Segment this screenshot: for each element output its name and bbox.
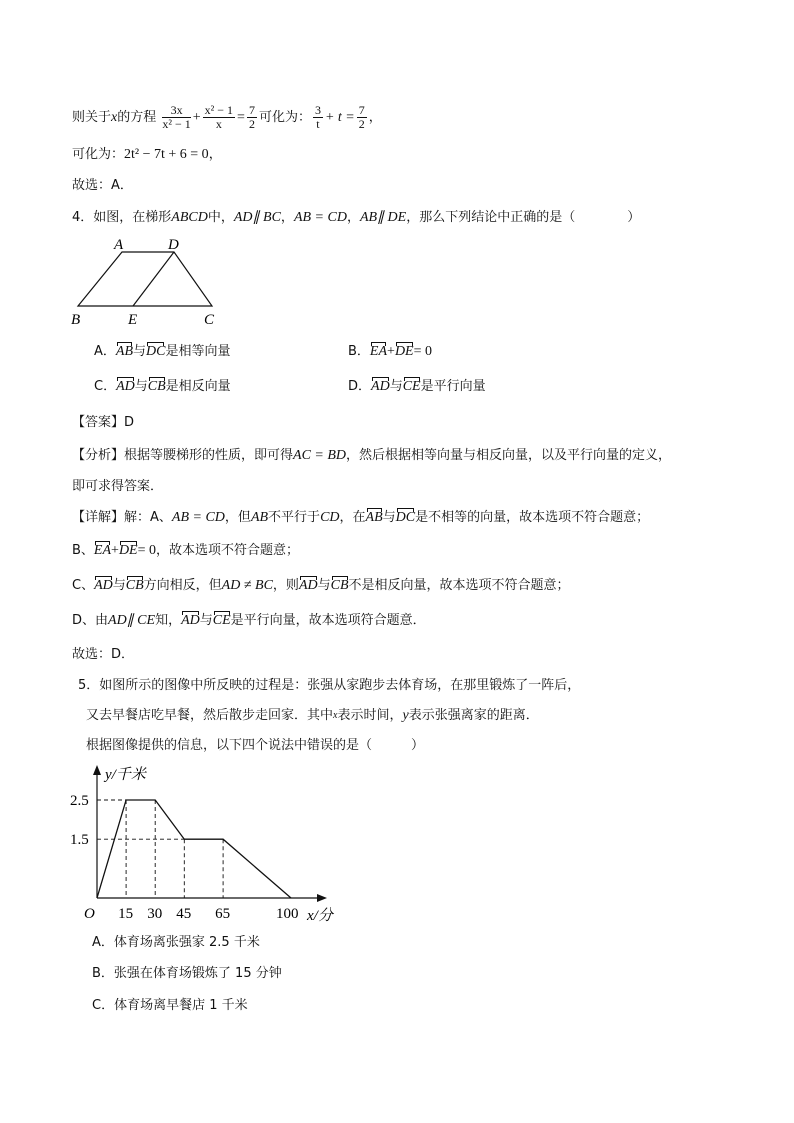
- vector: DE: [395, 342, 414, 362]
- q4-option-a: [94, 342, 231, 362]
- vector: CB: [148, 377, 166, 397]
- q4-choose: [72, 645, 134, 665]
- q5-stem-1: [78, 676, 580, 696]
- vector: AD: [181, 611, 200, 631]
- math: AB: [250, 510, 269, 525]
- q4-answer: [72, 413, 134, 433]
- vector: AD: [94, 576, 113, 596]
- text: C、: [72, 578, 95, 593]
- text: A．体育场离张强家 2.5 千米: [92, 935, 260, 950]
- vector: CB: [126, 576, 144, 596]
- q4-analysis-1: [72, 446, 671, 466]
- denominator: 2: [248, 117, 255, 131]
- math: AD∥ CE: [108, 613, 156, 628]
- text: ，: [368, 110, 382, 125]
- text: 是相等向量: [165, 344, 231, 359]
- text: 中，: [207, 210, 234, 225]
- trapezoid-figure: [66, 236, 226, 331]
- q4-detail-c: [72, 576, 570, 596]
- q5-stem-2: [86, 706, 539, 726]
- text: 方向相反，但: [143, 578, 222, 593]
- math: AD ≠ BC: [221, 578, 273, 593]
- trapezoid-abcd: [78, 252, 212, 306]
- text: 根据图像提供的信息，以下四个说法中错误的是（ ）: [86, 738, 425, 753]
- text: ，那么下列结论中正确的是（ ）: [406, 210, 641, 225]
- text: 是相反向量: [165, 379, 231, 394]
- vector: DE: [119, 541, 138, 561]
- x-tick-label: 45: [176, 906, 192, 922]
- y-tick-label: 1.5: [70, 832, 89, 849]
- numerator: 3x: [162, 104, 190, 118]
- math: CD: [320, 510, 340, 525]
- text: 5．如图所示的图像中所反映的过程是：张强从家跑步去体育场，在那里锻炼了一阵后，: [78, 678, 581, 693]
- x-axis-label: x/分: [307, 908, 333, 924]
- origin-label: O: [84, 906, 95, 922]
- tag: 【详解】: [72, 510, 125, 525]
- q5-stem-3: [86, 736, 424, 756]
- text: ，: [346, 210, 360, 225]
- text: ，故本选项不符合题意；: [156, 543, 300, 558]
- text: 是平行向量，故本选项符合题意．: [230, 613, 426, 628]
- vector: AD: [116, 377, 135, 397]
- tag: 【分析】: [72, 448, 125, 463]
- math: ABCD: [171, 210, 208, 225]
- math: AB = CD: [293, 210, 347, 225]
- fraction: [162, 104, 190, 131]
- text: 即可求得答案．: [72, 479, 164, 494]
- equation: 2t² − 7t + 6 = 0: [124, 147, 209, 162]
- numerator: 7: [358, 103, 365, 117]
- denominator: x: [215, 117, 222, 131]
- text: ，然后根据相等向量与相反向量，以及平行向量的定义，: [346, 448, 672, 463]
- q5-option-b: [92, 964, 282, 984]
- text: 与: [133, 344, 147, 359]
- text: ，则: [272, 578, 299, 593]
- text: 的方程: [117, 110, 157, 125]
- op: +: [111, 543, 119, 558]
- text: 表示时间，: [337, 708, 403, 723]
- math: AD∥ BC: [233, 210, 281, 225]
- y-axis-label: y/千米: [105, 767, 146, 783]
- text: 则关于: [72, 110, 112, 125]
- q4-option-b: [348, 342, 432, 362]
- text: 与: [112, 578, 126, 593]
- q4-option-d: [348, 377, 486, 397]
- q5-option-a: [92, 933, 260, 953]
- expr: + t =: [324, 110, 355, 125]
- var-x: x: [333, 710, 338, 721]
- text: = 0: [137, 543, 157, 558]
- denominator: 2: [358, 117, 365, 131]
- q4-detail-b: [72, 541, 299, 561]
- answer: D: [124, 415, 135, 430]
- label-a: A: [114, 237, 124, 253]
- text: 与: [382, 510, 396, 525]
- op: +: [192, 110, 201, 125]
- math: AC = BD: [293, 448, 347, 463]
- q4-analysis-2: [72, 477, 163, 497]
- numerator: x² − 1: [204, 103, 234, 117]
- x-tick-label: 65: [215, 906, 231, 922]
- text: 根据等腰梯形的性质，即可得: [124, 448, 294, 463]
- q4-detail-d: [72, 611, 426, 631]
- var-x: x: [111, 110, 118, 125]
- numerator: 7: [248, 103, 255, 117]
- text: ，在: [339, 510, 366, 525]
- label-e: E: [128, 312, 138, 328]
- math: AB∥ DE: [359, 210, 407, 225]
- text: B、: [72, 543, 94, 558]
- op: +: [387, 344, 395, 359]
- text: 知，: [155, 613, 182, 628]
- text: 与: [134, 379, 148, 394]
- text: 与: [317, 578, 331, 593]
- vector: CE: [213, 611, 231, 631]
- text: 表示张强离家的距离．: [408, 708, 539, 723]
- vector: AD: [371, 377, 390, 397]
- q4-stem: [72, 208, 640, 228]
- text: B．张强在体育场锻炼了 15 分钟: [92, 966, 282, 981]
- text: 可化为：: [258, 110, 311, 125]
- text: 是平行向量: [420, 379, 486, 394]
- vector: CB: [331, 576, 349, 596]
- x-axis-arrow: [317, 894, 327, 902]
- text: 是不相等的向量，故本选项不符合题意；: [415, 510, 650, 525]
- label-d: D: [168, 237, 179, 253]
- denominator: x² − 1: [162, 117, 191, 131]
- y-tick-label: 2.5: [70, 793, 89, 809]
- text: D、由: [72, 613, 109, 628]
- text: 不平行于: [268, 510, 321, 525]
- text: 解：A、: [124, 510, 172, 525]
- option-label: D．: [348, 379, 372, 394]
- text: 不是相反向量，故本选项不符合题意；: [348, 578, 570, 593]
- q4-detail-a: [72, 508, 649, 528]
- fraction: [357, 104, 367, 131]
- vector: DC: [396, 508, 415, 528]
- text: 故选：D．: [72, 647, 135, 662]
- fraction: [203, 104, 235, 131]
- var-y: y: [402, 708, 409, 723]
- vector: EA: [370, 342, 387, 362]
- prev-line-2: [72, 145, 222, 165]
- prev-line-1: [72, 104, 382, 131]
- x-tick-label: 100: [276, 906, 299, 922]
- vector: DC: [146, 342, 165, 362]
- numerator: 3: [314, 103, 321, 117]
- fraction: [247, 104, 257, 131]
- text: ，但: [224, 510, 251, 525]
- option-label: A．: [94, 344, 116, 359]
- text: ，: [280, 210, 294, 225]
- vector: AB: [116, 342, 133, 362]
- vector: AB: [366, 508, 383, 528]
- fraction: [313, 104, 323, 131]
- option-label: C．: [94, 379, 117, 394]
- label-c: C: [204, 312, 215, 328]
- tag: 【答案】: [72, 415, 125, 430]
- text: = 0: [413, 344, 433, 359]
- q5-option-c: [92, 996, 248, 1016]
- text: 可化为：: [72, 147, 125, 162]
- text: 与: [389, 379, 403, 394]
- text: 故选：A．: [72, 178, 133, 193]
- math: AB = CD: [171, 510, 225, 525]
- q4-option-c: [94, 377, 231, 397]
- denominator: t: [316, 117, 320, 131]
- x-tick-label: 30: [147, 906, 163, 922]
- label-b: B: [71, 312, 81, 328]
- segment-de: [133, 252, 174, 306]
- text: 4．如图，在梯形: [72, 210, 172, 225]
- text: 与: [199, 613, 213, 628]
- text: ，: [208, 147, 222, 162]
- vector: CE: [403, 377, 421, 397]
- text: 又去早餐店吃早餐，然后散步走回家．其中: [86, 708, 334, 723]
- vector: EA: [94, 541, 111, 561]
- text: C．体育场离早餐店 1 千米: [92, 998, 248, 1013]
- prev-line-3: [72, 176, 133, 196]
- option-label: B．: [348, 344, 370, 359]
- y-axis-arrow: [93, 765, 101, 775]
- x-tick-label: 15: [118, 906, 134, 922]
- op: =: [237, 110, 245, 125]
- vector: AD: [299, 576, 318, 596]
- distance-time-chart: [60, 760, 350, 925]
